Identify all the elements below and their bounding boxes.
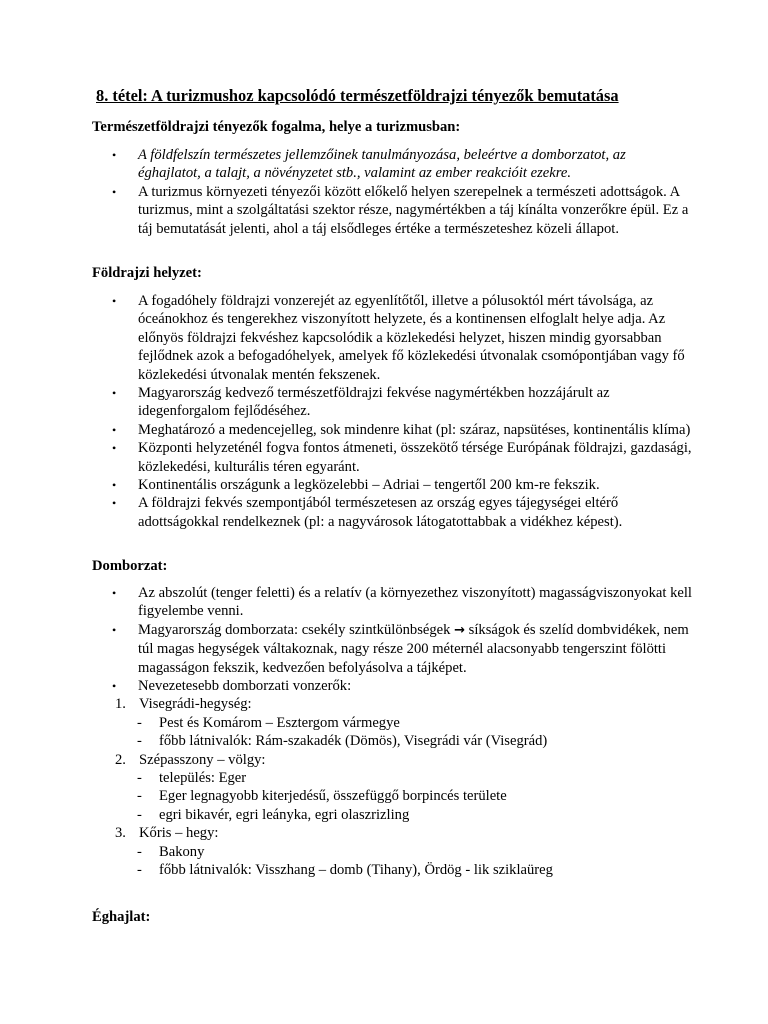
arrow-right-icon: → [454,622,466,638]
sub-list [139,769,692,824]
bullet-icon: • [112,622,117,637]
list-item [92,183,692,238]
item-number: 3. [115,825,126,842]
sub-list [139,843,692,880]
item-number: 2. [115,751,126,768]
list-item-text: Magyarország kedvező természetföldrajzi fekvése nagymértékben hozzájárult az idegenforgalom fejlődéséhez. [138,385,610,420]
section-relief-list [92,584,692,880]
list-item-text: Központi helyzeténél fogva fontos átmeneti, összekötő térsége Európának földrajzi, gazdasági, közlekedési, kulturális téren egyaránt. [138,440,692,475]
list-item [92,476,692,494]
sub-item-text: település: Eger [159,770,247,787]
numbered-item [115,824,692,879]
dash-icon: - [137,714,142,731]
section-heading-relief: Domborzat: [92,558,168,574]
list-item-text: Kontinentális országunk a legközelebbi – Adriai – tengertől 200 km-re fekszik. [138,477,600,494]
sub-item-text: főbb látnivalók: Visszhang – domb (Tihany), Ördög - lik sziklaüreg [159,862,553,879]
bullet-icon: • [112,184,117,199]
list-item-text: A turizmus környezeti tényezői között előkelő helyen szerepelnek a természeti adottságok. A turizmus, mint a szolgáltatási szektor része, nagymértékben a táj kínálta vonzerőkre épül. Ez a táj bemutatását jelenti, ahol a táj elsődleges értéke a természeteshez közeli állapot. [138,183,689,237]
list-item [92,494,692,531]
list-item [92,146,692,183]
list-item [92,384,692,421]
numbered-item-label: Visegrádi-hegység: [139,696,252,713]
sub-item [137,787,692,805]
sub-item [137,861,692,879]
bullet-icon: • [112,478,117,493]
bullet-icon: • [112,422,117,437]
sub-item-text: Pest és Komárom – Esztergom vármegye [159,714,400,731]
sub-item-text: Bakony [159,843,205,860]
sub-item [137,843,692,861]
bullet-icon: • [112,148,117,162]
bullet-icon: • [112,586,117,600]
list-item [92,421,692,439]
sub-item-text: főbb látnivalók: Rám-szakadék (Dömös), Visegrádi vár (Visegrád) [159,733,548,750]
section-heading-concept: Természetföldrajzi tényezők fogalma, helye a turizmusban: [92,119,461,135]
list-item [92,439,692,476]
list-item-text: síkságok és szelíd dombvidékek, nem túl magas hegységek váltakoznak, nagy része 200 méternél alacsonyabb tengerszint fölötti magasságon fekszik, kedvezően befolyásolva a tájképet. [138,621,689,676]
section-concept-list [92,146,692,238]
sub-item [137,732,692,750]
numbered-item-label: Szépasszony – völgy: [139,751,266,768]
bullet-icon: • [112,496,117,511]
bullet-icon: • [112,441,117,456]
numbered-item-label: Kőris – hegy: [139,825,219,842]
section-heading-climate: Éghajlat: [92,909,151,925]
list-item-text: Az abszolút (tenger feletti) és a relatív (a környezethez viszonyított) magasságviszonyokat kell figyelembe venni. [138,585,692,620]
sub-item-text: Eger legnagyobb kiterjedésű, összefüggő borpincés területe [159,788,507,805]
attractions-numbered-list [115,695,692,879]
dash-icon: - [137,806,142,823]
numbered-item [115,695,692,750]
list-item-text: Meghatározó a medencejelleg, sok mindenre kihat (pl: száraz, napsütéses, kontinentális klíma) [138,421,691,438]
sub-list [139,714,692,751]
list-item-text: Magyarország domborzata: csekély szintkülönbségek [138,621,455,638]
sub-item [137,769,692,787]
section-location-list [92,292,692,531]
bullet-icon: • [112,679,117,694]
list-item-text: A földrajzi fekvés szempontjából természetesen az ország egyes tájegységei eltérő adottságokkal rendelkeznek (pl: a nagyvárosok látogatottabbak a vidékhez képest). [138,495,623,530]
dash-icon: - [137,788,142,805]
document-title: 8. tétel: A turizmushoz kapcsolódó természetföldrajzi tényezők bemutatása [96,86,619,105]
list-item [92,621,692,677]
list-item [92,677,692,879]
sub-item [137,714,692,732]
dash-icon: - [137,733,142,750]
sub-item [137,806,692,824]
list-item [92,584,692,621]
list-item-text: Nevezetesebb domborzati vonzerők: [138,678,352,695]
bullet-icon: • [112,386,117,401]
item-number: 1. [115,696,126,713]
dash-icon: - [137,862,142,879]
dash-icon: - [137,770,142,787]
list-item-text: A fogadóhely földrajzi vonzerejét az egyenlítőtől, illetve a pólusoktól mért távolsága, az óceánokhoz és tengerekhez viszonyított helyzete, és a kontinensen elfoglalt helye adja. Az előnyös földrajzi fekvéshez kapcsolódik a közlekedési helyzet, hiszen mindig gyorsabban fejlődnek azok a befogadóhelyek, amelyek fő közlekedési útvonalak csomópontjában vagy fő közlekedési útvonalak mentén fekszenek. [138,293,685,383]
sub-item-text: egri bikavér, egri leányka, egri olaszrizling [159,806,410,823]
section-heading-location: Földrajzi helyzet: [92,265,202,281]
dash-icon: - [137,843,142,860]
list-item-text: A földfelszín természetes jellemzőinek tanulmányozása, beleértve a domborzatot, az éghajlatot, a talajt, a növényzetet stb., valamint az ember reakcióit ezekre. [138,147,626,182]
bullet-icon: • [112,294,117,308]
numbered-item [115,751,692,825]
list-item [92,292,692,384]
